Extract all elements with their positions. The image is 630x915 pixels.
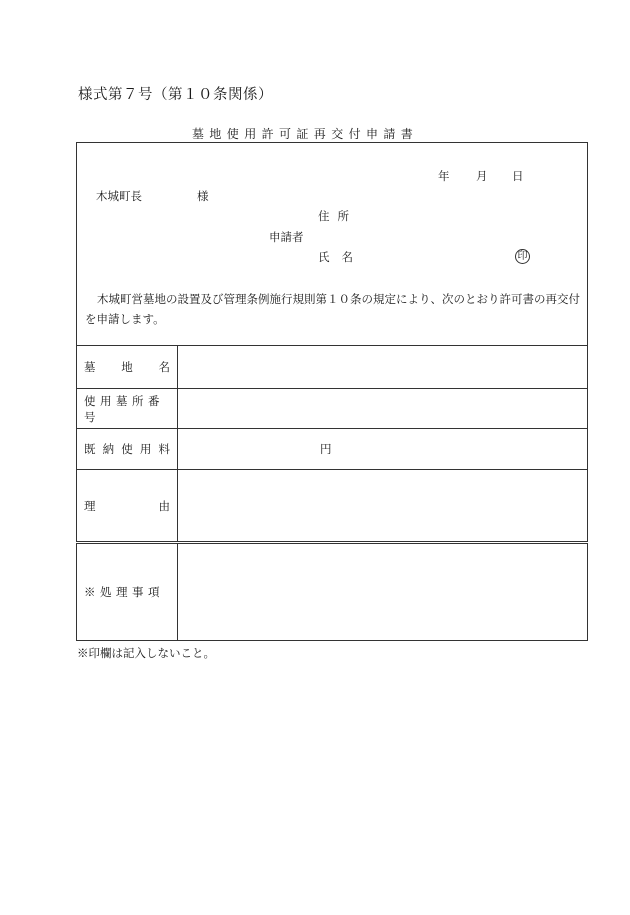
fee-paid-char-3: 使	[121, 442, 133, 456]
form-title: 墓地使用許可証再交付申請書	[192, 127, 419, 141]
yen-unit: 円	[320, 442, 332, 456]
processing-field[interactable]	[178, 543, 588, 641]
table-row-fee-paid	[77, 429, 588, 470]
table-row-reason	[77, 470, 588, 543]
name-label: 氏名	[318, 250, 365, 264]
application-table	[76, 345, 588, 641]
fee-paid-char-1: 既	[84, 442, 96, 456]
footnote: ※印欄は記入しないこと。	[77, 646, 215, 660]
form-number: 様式第７号（第１０条関係）	[78, 87, 273, 103]
cemetery-name-char-3: 名	[158, 360, 170, 374]
cemetery-name-char-2: 地	[121, 360, 133, 374]
fee-paid-char-4: 用	[139, 442, 152, 456]
application-statement: 木城町営墓地の設置及び管理条例施行規則第１０条の規定により、次のとおり許可書の再交付を申請します。	[85, 292, 580, 326]
date-year-label: 年	[438, 169, 450, 183]
reason-char-1: 理	[84, 498, 96, 513]
applicant-label: 申請者	[269, 230, 304, 244]
date-day-label: 日	[512, 169, 524, 183]
reason-field[interactable]	[178, 470, 588, 543]
date-month-label: 月	[476, 169, 488, 183]
plot-number-field[interactable]	[178, 389, 588, 429]
recipient-name: 木城町長	[96, 189, 142, 203]
plot-number-label	[77, 389, 178, 429]
fee-paid-char-2: 納	[102, 442, 115, 456]
application-header-box	[76, 142, 588, 346]
cemetery-name-char-1: 墓	[84, 360, 96, 374]
seal-mark-icon: 印	[515, 249, 530, 264]
fee-paid-char-5: 料	[158, 442, 170, 456]
processing-label	[77, 543, 178, 641]
cemetery-name-field[interactable]	[178, 346, 588, 389]
table-row-plot-number	[77, 389, 588, 429]
processing-label-text: ※処理事項	[84, 585, 164, 599]
cemetery-name-label	[77, 346, 178, 389]
reason-label	[77, 470, 178, 543]
table-row-processing	[77, 543, 588, 641]
plot-number-label-text: 使用墓所番号	[84, 393, 164, 424]
recipient-honorific: 様	[197, 189, 209, 203]
table-row-cemetery-name	[77, 346, 588, 389]
fee-paid-label	[77, 429, 178, 470]
address-label: 住所	[318, 209, 357, 223]
fee-paid-field[interactable]	[178, 429, 588, 470]
reason-char-2: 由	[158, 498, 170, 513]
